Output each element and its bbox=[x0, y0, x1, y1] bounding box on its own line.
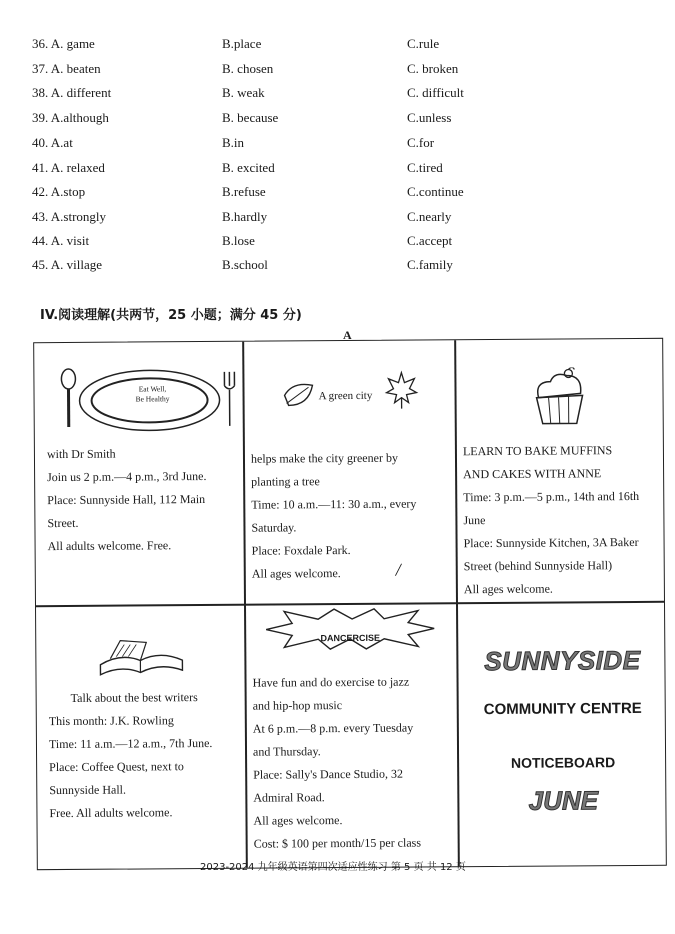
notice-line: AND CAKES WITH ANNE bbox=[463, 466, 602, 482]
notice-line: with Dr Smith bbox=[46, 446, 116, 462]
option-b: B.refuse bbox=[222, 184, 266, 199]
option-c: C.accept bbox=[407, 233, 453, 248]
option-row bbox=[0, 135, 675, 157]
sunnyside-logo-text: SUNNYSIDE bbox=[484, 644, 641, 677]
notice-body bbox=[251, 446, 452, 585]
notice-line: At 6 p.m.—8 p.m. every Tuesday bbox=[252, 720, 414, 736]
notice-line: and hip-hop music bbox=[252, 698, 343, 713]
notice-line: Street. bbox=[47, 515, 79, 531]
option-a: 45. A. village bbox=[32, 257, 103, 272]
notice-body bbox=[252, 670, 459, 855]
option-row bbox=[0, 110, 675, 132]
option-c: C.family bbox=[407, 257, 453, 272]
option-a: 39. A.although bbox=[32, 110, 109, 125]
option-c: C.tired bbox=[407, 160, 443, 175]
notice-line: and Thursday. bbox=[252, 744, 321, 759]
notice-line: Cost: $ 100 per month/15 per class bbox=[253, 835, 422, 851]
notice-line: Time: 11 a.m.—12 a.m., 7th June. bbox=[48, 735, 213, 752]
notice-line: Have fun and do exercise to jazz bbox=[252, 674, 410, 690]
notice-line: Free. All adults welcome. bbox=[49, 805, 173, 821]
option-c: C.continue bbox=[407, 184, 464, 199]
community-centre-label: COMMUNITY CENTRE bbox=[483, 699, 642, 719]
pen-mark: / bbox=[395, 559, 401, 580]
option-b: B. because bbox=[222, 110, 279, 125]
notice-line: Place: Sally's Dance Studio, 32 bbox=[253, 766, 404, 782]
noticeboard bbox=[33, 338, 667, 870]
notice-line: Place: Sunnyside Hall, 112 Main bbox=[47, 492, 206, 508]
option-c: C.rule bbox=[407, 36, 440, 51]
option-b: B.in bbox=[222, 135, 245, 150]
notice-line: Street (behind Sunnyside Hall) bbox=[463, 558, 613, 574]
plate-caption bbox=[112, 384, 192, 405]
plate-caption-line: Eat Well, bbox=[138, 384, 167, 394]
notice-line: Sunnyside Hall. bbox=[49, 782, 127, 798]
muffin-icon bbox=[528, 367, 590, 427]
option-b: B. weak bbox=[222, 85, 265, 100]
maple-leaf-icon bbox=[384, 371, 418, 411]
notice-eat-well bbox=[42, 342, 244, 605]
option-row bbox=[0, 160, 675, 182]
option-b: B.place bbox=[222, 36, 262, 51]
notice-green-city bbox=[246, 340, 456, 603]
notice-body bbox=[49, 686, 250, 825]
section-heading: IV.阅读理解(共两节，25 小题；满分 45 分) bbox=[40, 308, 302, 323]
option-b: B.hardly bbox=[222, 209, 268, 224]
dancercise-title: DANCERCISE bbox=[320, 632, 381, 644]
notice-writers bbox=[44, 606, 246, 869]
option-b: B.lose bbox=[222, 233, 255, 248]
option-a: 37. A. beaten bbox=[32, 61, 101, 76]
notice-line: All adults welcome. Free. bbox=[47, 538, 172, 554]
option-row bbox=[0, 85, 675, 107]
option-row bbox=[0, 209, 675, 231]
option-a: 42. A.stop bbox=[32, 184, 86, 199]
leaf-icon bbox=[282, 381, 314, 409]
option-a: 36. A. game bbox=[32, 36, 95, 51]
option-c: C.for bbox=[407, 135, 435, 150]
notice-line: All ages welcome. bbox=[463, 581, 553, 597]
notice-body bbox=[47, 442, 244, 558]
notice-line: All ages welcome. bbox=[253, 813, 343, 828]
notice-line: Place: Coffee Quest, next to bbox=[49, 759, 184, 775]
option-c: C.nearly bbox=[407, 209, 452, 224]
notice-dancercise bbox=[248, 604, 458, 867]
notice-line: Place: Foxdale Park. bbox=[251, 542, 351, 558]
option-a: 44. A. visit bbox=[32, 233, 90, 248]
notice-line: Admiral Road. bbox=[253, 790, 325, 805]
option-a: 38. A. different bbox=[32, 85, 112, 100]
notice-line: Place: Sunnyside Kitchen, 3A Baker bbox=[463, 534, 639, 551]
month-label: JUNE bbox=[528, 785, 599, 816]
option-a: 41. A. relaxed bbox=[32, 160, 105, 175]
option-b: B. excited bbox=[222, 160, 275, 175]
passage-label: A bbox=[343, 328, 352, 342]
option-row bbox=[0, 61, 675, 83]
notice-line: LEARN TO BAKE MUFFINS bbox=[462, 443, 613, 459]
option-c: C.unless bbox=[407, 110, 452, 125]
option-row bbox=[0, 184, 675, 206]
green-city-title: A green city bbox=[318, 389, 373, 403]
option-b: B. chosen bbox=[222, 61, 274, 76]
notice-line: June bbox=[463, 513, 486, 528]
notice-line: planting a tree bbox=[251, 474, 320, 489]
notice-line: Time: 3 p.m.—5 p.m., 14th and 16th bbox=[463, 488, 640, 505]
option-a: 43. A.strongly bbox=[32, 209, 107, 224]
plate-caption-line: Be Healthy bbox=[135, 394, 170, 404]
notice-line: Saturday. bbox=[251, 520, 297, 535]
option-row bbox=[0, 257, 675, 279]
notice-line: This month: J.K. Rowling bbox=[48, 713, 174, 729]
notice-line: helps make the city greener by bbox=[250, 450, 398, 466]
notice-line: All ages welcome. bbox=[251, 566, 341, 581]
notice-line: Time: 10 a.m.—11: 30 a.m., every bbox=[251, 496, 417, 512]
option-row bbox=[0, 233, 675, 255]
noticeboard-title-panel bbox=[460, 603, 666, 866]
notice-muffins bbox=[458, 339, 664, 602]
page-footer: 2023-2024 九年级英语第四次适应性练习 第 5 页 共 12 页 bbox=[200, 862, 466, 873]
option-b: B.school bbox=[222, 257, 268, 272]
book-icon bbox=[96, 634, 186, 679]
notice-line: Join us 2 p.m.—4 p.m., 3rd June. bbox=[47, 468, 207, 485]
notice-line: Talk about the best writers bbox=[70, 690, 198, 705]
option-c: C. difficult bbox=[407, 85, 464, 100]
noticeboard-label: NOTICEBOARD bbox=[510, 754, 616, 771]
option-row bbox=[0, 36, 675, 58]
option-a: 40. A.at bbox=[32, 135, 73, 150]
notice-body bbox=[463, 439, 664, 601]
option-c: C. broken bbox=[407, 61, 459, 76]
